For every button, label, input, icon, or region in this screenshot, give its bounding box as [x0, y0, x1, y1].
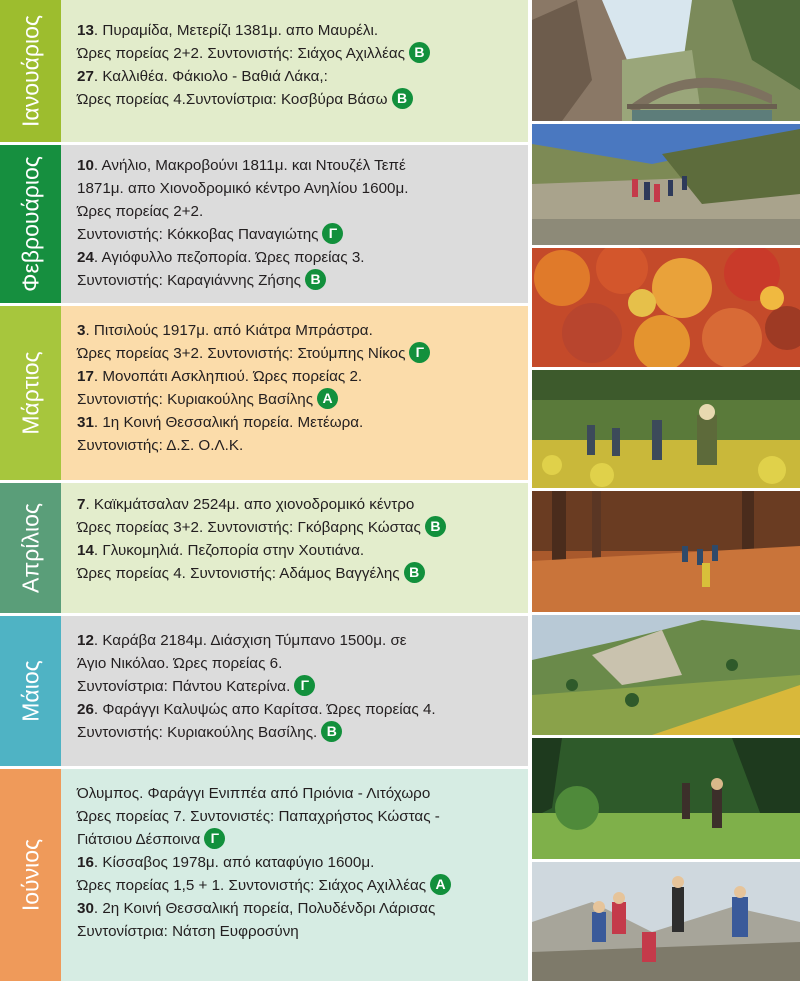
difficulty-badge: Γ: [204, 828, 225, 849]
event-text: . Πυραμίδα, Μετερίζι 1381μ. απο Μαυρέλι.: [93, 22, 379, 39]
difficulty-badge: Γ: [294, 675, 315, 696]
event-line: [77, 65, 520, 88]
month-row: [0, 616, 528, 766]
event-text: Ώρες πορείας 7. Συντονιστές: Παπαχρήστος Κώστας -: [77, 808, 440, 825]
event-line: [77, 698, 520, 721]
event-text: Ώρες πορείας 2+2.: [77, 203, 204, 220]
event-line: [77, 897, 520, 920]
difficulty-badge: Β: [321, 721, 342, 742]
event-text: . Κίσσαβος 1978μ. από καταφύγιο 1600μ.: [93, 854, 375, 871]
event-text: Ώρες πορείας 4. Συντονιστής: Αδάμος Βαγγέλης: [77, 565, 400, 582]
stone-bridge-gorge-photo: [532, 0, 800, 121]
event-lines: [77, 782, 520, 943]
event-text: Ώρες πορείας 2+2. Συντονιστής: Σιάχος Αχιλλέας: [77, 45, 405, 62]
event-line: [77, 88, 520, 111]
event-text: Συντονιστής: Καραγιάννης Ζήσης: [77, 272, 301, 289]
event-line: [77, 200, 520, 223]
month-name: Ιανουάριος: [17, 15, 43, 127]
event-text: . Γλυκομηλιά. Πεζοπορία στην Χουτιάνα.: [93, 542, 365, 559]
event-lines: [77, 629, 520, 744]
event-line: [77, 319, 520, 342]
event-lines: [77, 154, 520, 292]
event-text: Συντονιστής: Κυριακούλης Βασίλης: [77, 391, 314, 408]
event-date: 7: [77, 496, 86, 513]
event-line: [77, 805, 520, 828]
event-date: 10: [77, 157, 94, 174]
event-text: Όλυμπος. Φαράγγι Ενιππέα από Πριόνια - Λιτόχωρο: [77, 785, 431, 802]
event-text: Γιάτσιου Δέσποινα: [77, 831, 201, 848]
difficulty-badge: Β: [392, 88, 413, 109]
event-lines: [77, 319, 520, 457]
event-line: [77, 493, 520, 516]
month-tab: [0, 616, 61, 766]
event-text: . Καράβα 2184μ. Διάσχιση Τύμπανο 1500μ. σε: [93, 632, 407, 649]
event-date: 31: [77, 414, 94, 431]
event-text: . Αγιόφυλλο πεζοπορία. Ώρες πορείας 3.: [93, 249, 365, 266]
event-date: 24: [77, 249, 94, 266]
difficulty-badge: Β: [404, 562, 425, 583]
event-date: 30: [77, 900, 94, 917]
event-date: 12: [77, 632, 94, 649]
event-text: . Φαράγγι Καλυψώς απο Καρίτσα. Ώρες πορείας 4.: [93, 701, 436, 718]
event-date: 14: [77, 542, 94, 559]
difficulty-badge: Α: [430, 874, 451, 895]
event-date: 16: [77, 854, 94, 871]
event-text: Συντονίστρια: Νάτση Ευφροσύνη: [77, 923, 299, 940]
event-line: [77, 388, 520, 411]
month-tab: [0, 0, 61, 142]
event-date: 13: [77, 22, 94, 39]
event-line: [77, 652, 520, 675]
event-line: [77, 562, 520, 585]
event-lines: [77, 19, 520, 111]
event-line: [77, 154, 520, 177]
month-name: Απρίλιος: [17, 503, 43, 593]
event-text: Ώρες πορείας 3+2. Συντονιστής: Στούμπης Νίκος: [77, 345, 406, 362]
event-date: 17: [77, 368, 94, 385]
hikers-rocky-slope-photo: [532, 124, 800, 245]
event-line: [77, 365, 520, 388]
event-line: [77, 675, 520, 698]
event-text: . Ανήλιο, Μακροβούνι 1811μ. και Ντουζέλ Τεπέ: [93, 157, 406, 174]
difficulty-badge: Γ: [322, 223, 343, 244]
month-row: [0, 0, 528, 142]
event-line: [77, 828, 520, 851]
difficulty-badge: Γ: [409, 342, 430, 363]
month-name: Ιούνιος: [17, 838, 43, 912]
event-text: Ώρες πορείας 4.Συντονίστρια: Κοσβύρα Βάσω: [77, 91, 388, 108]
event-line: [77, 516, 520, 539]
difficulty-badge: Β: [305, 269, 326, 290]
month-row: [0, 769, 528, 981]
event-line: [77, 342, 520, 365]
event-date: 26: [77, 701, 94, 718]
event-line: [77, 721, 520, 744]
hikers-forest-clearing-photo: [532, 738, 800, 859]
event-text: . 1η Κοινή Θεσσαλική πορεία. Μετέωρα.: [93, 414, 364, 431]
event-line: [77, 539, 520, 562]
event-line: [77, 223, 520, 246]
event-date: 3: [77, 322, 86, 339]
hikers-autumn-forest-photo: [532, 491, 800, 612]
event-line: [77, 920, 520, 943]
event-line: [77, 246, 520, 269]
month-name: Φεβρουάριος: [17, 156, 43, 292]
event-text: Συντονιστής: Δ.Σ. Ο.Λ.Κ.: [77, 437, 244, 454]
event-text: Ώρες πορείας 3+2. Συντονιστής: Γκόβαρης Κώστας: [77, 519, 421, 536]
event-text: . Καϊκμάτσαλαν 2524μ. απο χιονοδρομικό κέντρο: [85, 496, 415, 513]
event-lines: [77, 493, 520, 585]
event-date: 27: [77, 68, 94, 85]
month-name: Μάιος: [17, 660, 43, 722]
event-text: Συντονιστής: Κυριακούλης Βασίλης.: [77, 724, 318, 741]
hikers-meadow-yellow-flowers-photo: [532, 370, 800, 488]
event-line: [77, 629, 520, 652]
event-text: . Πιτσιλούς 1917μ. από Κιάτρα Μπράστρα.: [85, 322, 373, 339]
event-line: [77, 269, 520, 292]
event-text: . Καλλιθέα. Φάκιολο - Βαθιά Λάκα,:: [93, 68, 328, 85]
month-tab: [0, 145, 61, 303]
mountain-slope-yellow-flowers-photo: [532, 615, 800, 735]
event-text: Συντονιστής: Κόκκοβας Παναγιώτης: [77, 226, 319, 243]
difficulty-badge: Β: [425, 516, 446, 537]
event-text: . 2η Κοινή Θεσσαλική πορεία, Πολυδένδρι Λάρισας: [93, 900, 436, 917]
event-text: . Μονοπάτι Ασκληπιού. Ώρες πορείας 2.: [93, 368, 363, 385]
event-line: [77, 434, 520, 457]
event-text: Άγιο Νικόλαο. Ώρες πορείας 6.: [77, 655, 283, 672]
difficulty-badge: Β: [409, 42, 430, 63]
event-line: [77, 851, 520, 874]
event-line: [77, 411, 520, 434]
event-line: [77, 42, 520, 65]
event-line: [77, 874, 520, 897]
month-row: [0, 483, 528, 613]
event-line: [77, 782, 520, 805]
group-summit-rocks-photo: [532, 862, 800, 981]
event-text: 1871μ. απο Χιονοδρομικό κέντρο Ανηλίου 1600μ.: [77, 180, 409, 197]
month-tab: [0, 483, 61, 613]
event-line: [77, 19, 520, 42]
event-text: Ώρες πορείας 1,5 + 1. Συντονιστής: Σιάχος Αχιλλέας: [77, 877, 427, 894]
difficulty-badge: Α: [317, 388, 338, 409]
autumn-leaves-photo: [532, 248, 800, 367]
month-row: [0, 145, 528, 303]
month-row: [0, 306, 528, 480]
month-name: Μάρτιος: [17, 351, 43, 435]
event-line: [77, 177, 520, 200]
event-text: Συντονίστρια: Πάντου Κατερίνα.: [77, 678, 291, 695]
photo-column: [528, 0, 800, 981]
month-tab: [0, 769, 61, 981]
month-tab: [0, 306, 61, 480]
